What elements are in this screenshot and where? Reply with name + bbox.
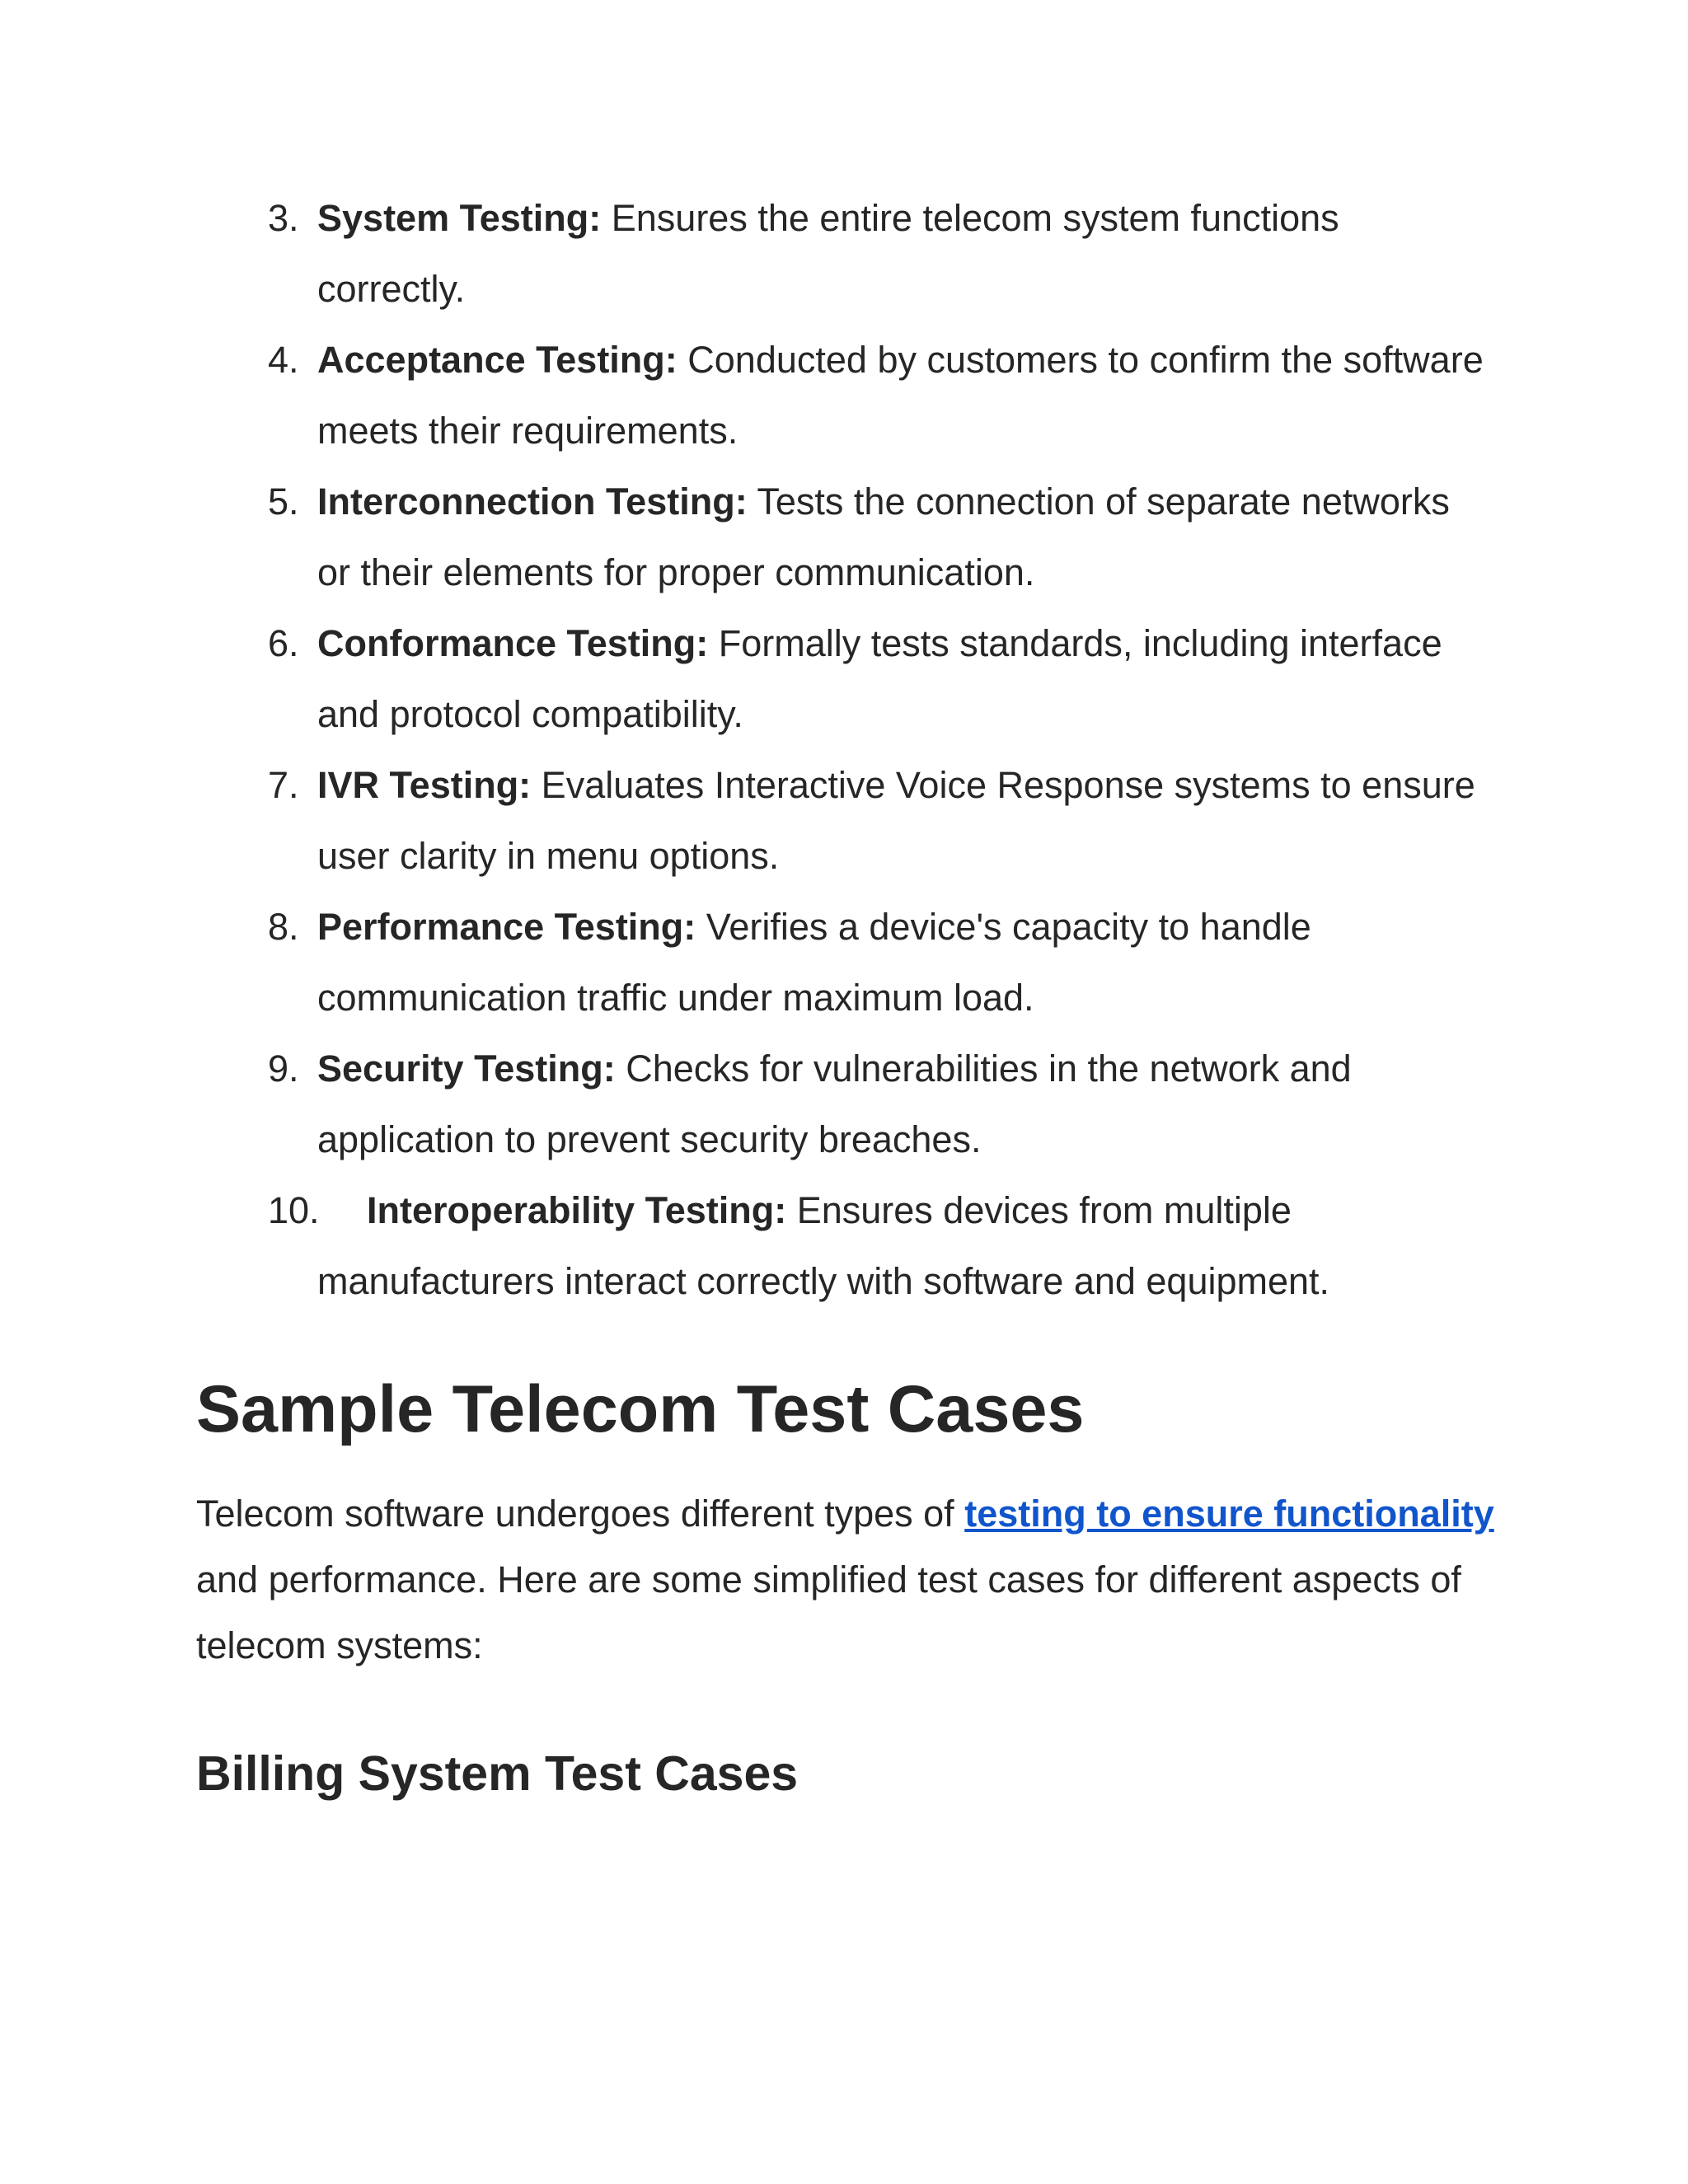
list-item-term: System Testing: bbox=[317, 197, 602, 239]
intro-text-after-link: and performance. Here are some simplified test cases for different aspects of telecom systems: bbox=[196, 1558, 1461, 1666]
list-item-text bbox=[317, 183, 1488, 325]
list-item-description: Evaluates Interactive Voice Response systems to ensure user clarity in menu options. bbox=[317, 764, 1475, 877]
list-item-number: 4. bbox=[268, 339, 299, 381]
list-item-text bbox=[317, 608, 1488, 750]
list-item-description: Verifies a device's capacity to handle communication traffic under maximum load. bbox=[317, 906, 1311, 1019]
list-item bbox=[0, 750, 1688, 898]
section-heading: Sample Telecom Test Cases bbox=[196, 1372, 1085, 1446]
list-item-number: 8. bbox=[268, 906, 299, 948]
list-item-description: Conducted by customers to confirm the software meets their requirements. bbox=[317, 339, 1484, 452]
list-item-number: 3. bbox=[268, 197, 299, 239]
list-item-term: Performance Testing: bbox=[317, 906, 696, 948]
list-item-description: Checks for vulnerabilities in the network and application to prevent security breaches. bbox=[317, 1047, 1352, 1160]
list-item bbox=[0, 1175, 1688, 1324]
list-item bbox=[0, 466, 1688, 615]
intro-text-before-link: Telecom software undergoes different types of bbox=[196, 1493, 965, 1535]
list-item bbox=[0, 608, 1688, 757]
list-item-description: Ensures the entire telecom system functions correctly. bbox=[317, 197, 1339, 310]
list-item-term: Security Testing: bbox=[317, 1047, 616, 1090]
list-item bbox=[0, 183, 1688, 331]
list-item-number: 7. bbox=[268, 764, 299, 806]
list-item bbox=[0, 892, 1688, 1040]
section-subheading: Billing System Test Cases bbox=[196, 1746, 799, 1801]
list-item-text bbox=[317, 1033, 1488, 1175]
list-item-description: Tests the connection of separate networks or their elements for proper communication. bbox=[317, 480, 1450, 593]
list-item-term: IVR Testing: bbox=[317, 764, 532, 806]
list-item-text bbox=[317, 1175, 1488, 1317]
list-item-term: Acceptance Testing: bbox=[317, 339, 678, 381]
section-intro-paragraph bbox=[196, 1481, 1494, 1679]
list-item-text bbox=[317, 325, 1488, 466]
list-item-text bbox=[317, 892, 1488, 1033]
list-item bbox=[0, 325, 1688, 473]
list-item-term: Interconnection Testing: bbox=[317, 480, 748, 523]
list-item-number: 5. bbox=[268, 480, 299, 523]
list-item-number: 6. bbox=[268, 622, 299, 664]
list-item-term: Interoperability Testing: bbox=[367, 1189, 787, 1231]
list-item-term: Conformance Testing: bbox=[317, 622, 709, 664]
list-item-description: Formally tests standards, including interface and protocol compatibility. bbox=[317, 622, 1442, 735]
testing-functionality-link[interactable]: testing to ensure functionality bbox=[964, 1493, 1494, 1535]
list-item-number: 9. bbox=[268, 1047, 299, 1090]
list-item bbox=[0, 1033, 1688, 1182]
list-item-description: Ensures devices from multiple manufacturers interact correctly with software and equipment. bbox=[317, 1189, 1330, 1302]
list-item-text bbox=[317, 466, 1488, 608]
list-item-text bbox=[317, 750, 1488, 892]
list-item-number: 10. bbox=[268, 1189, 320, 1231]
